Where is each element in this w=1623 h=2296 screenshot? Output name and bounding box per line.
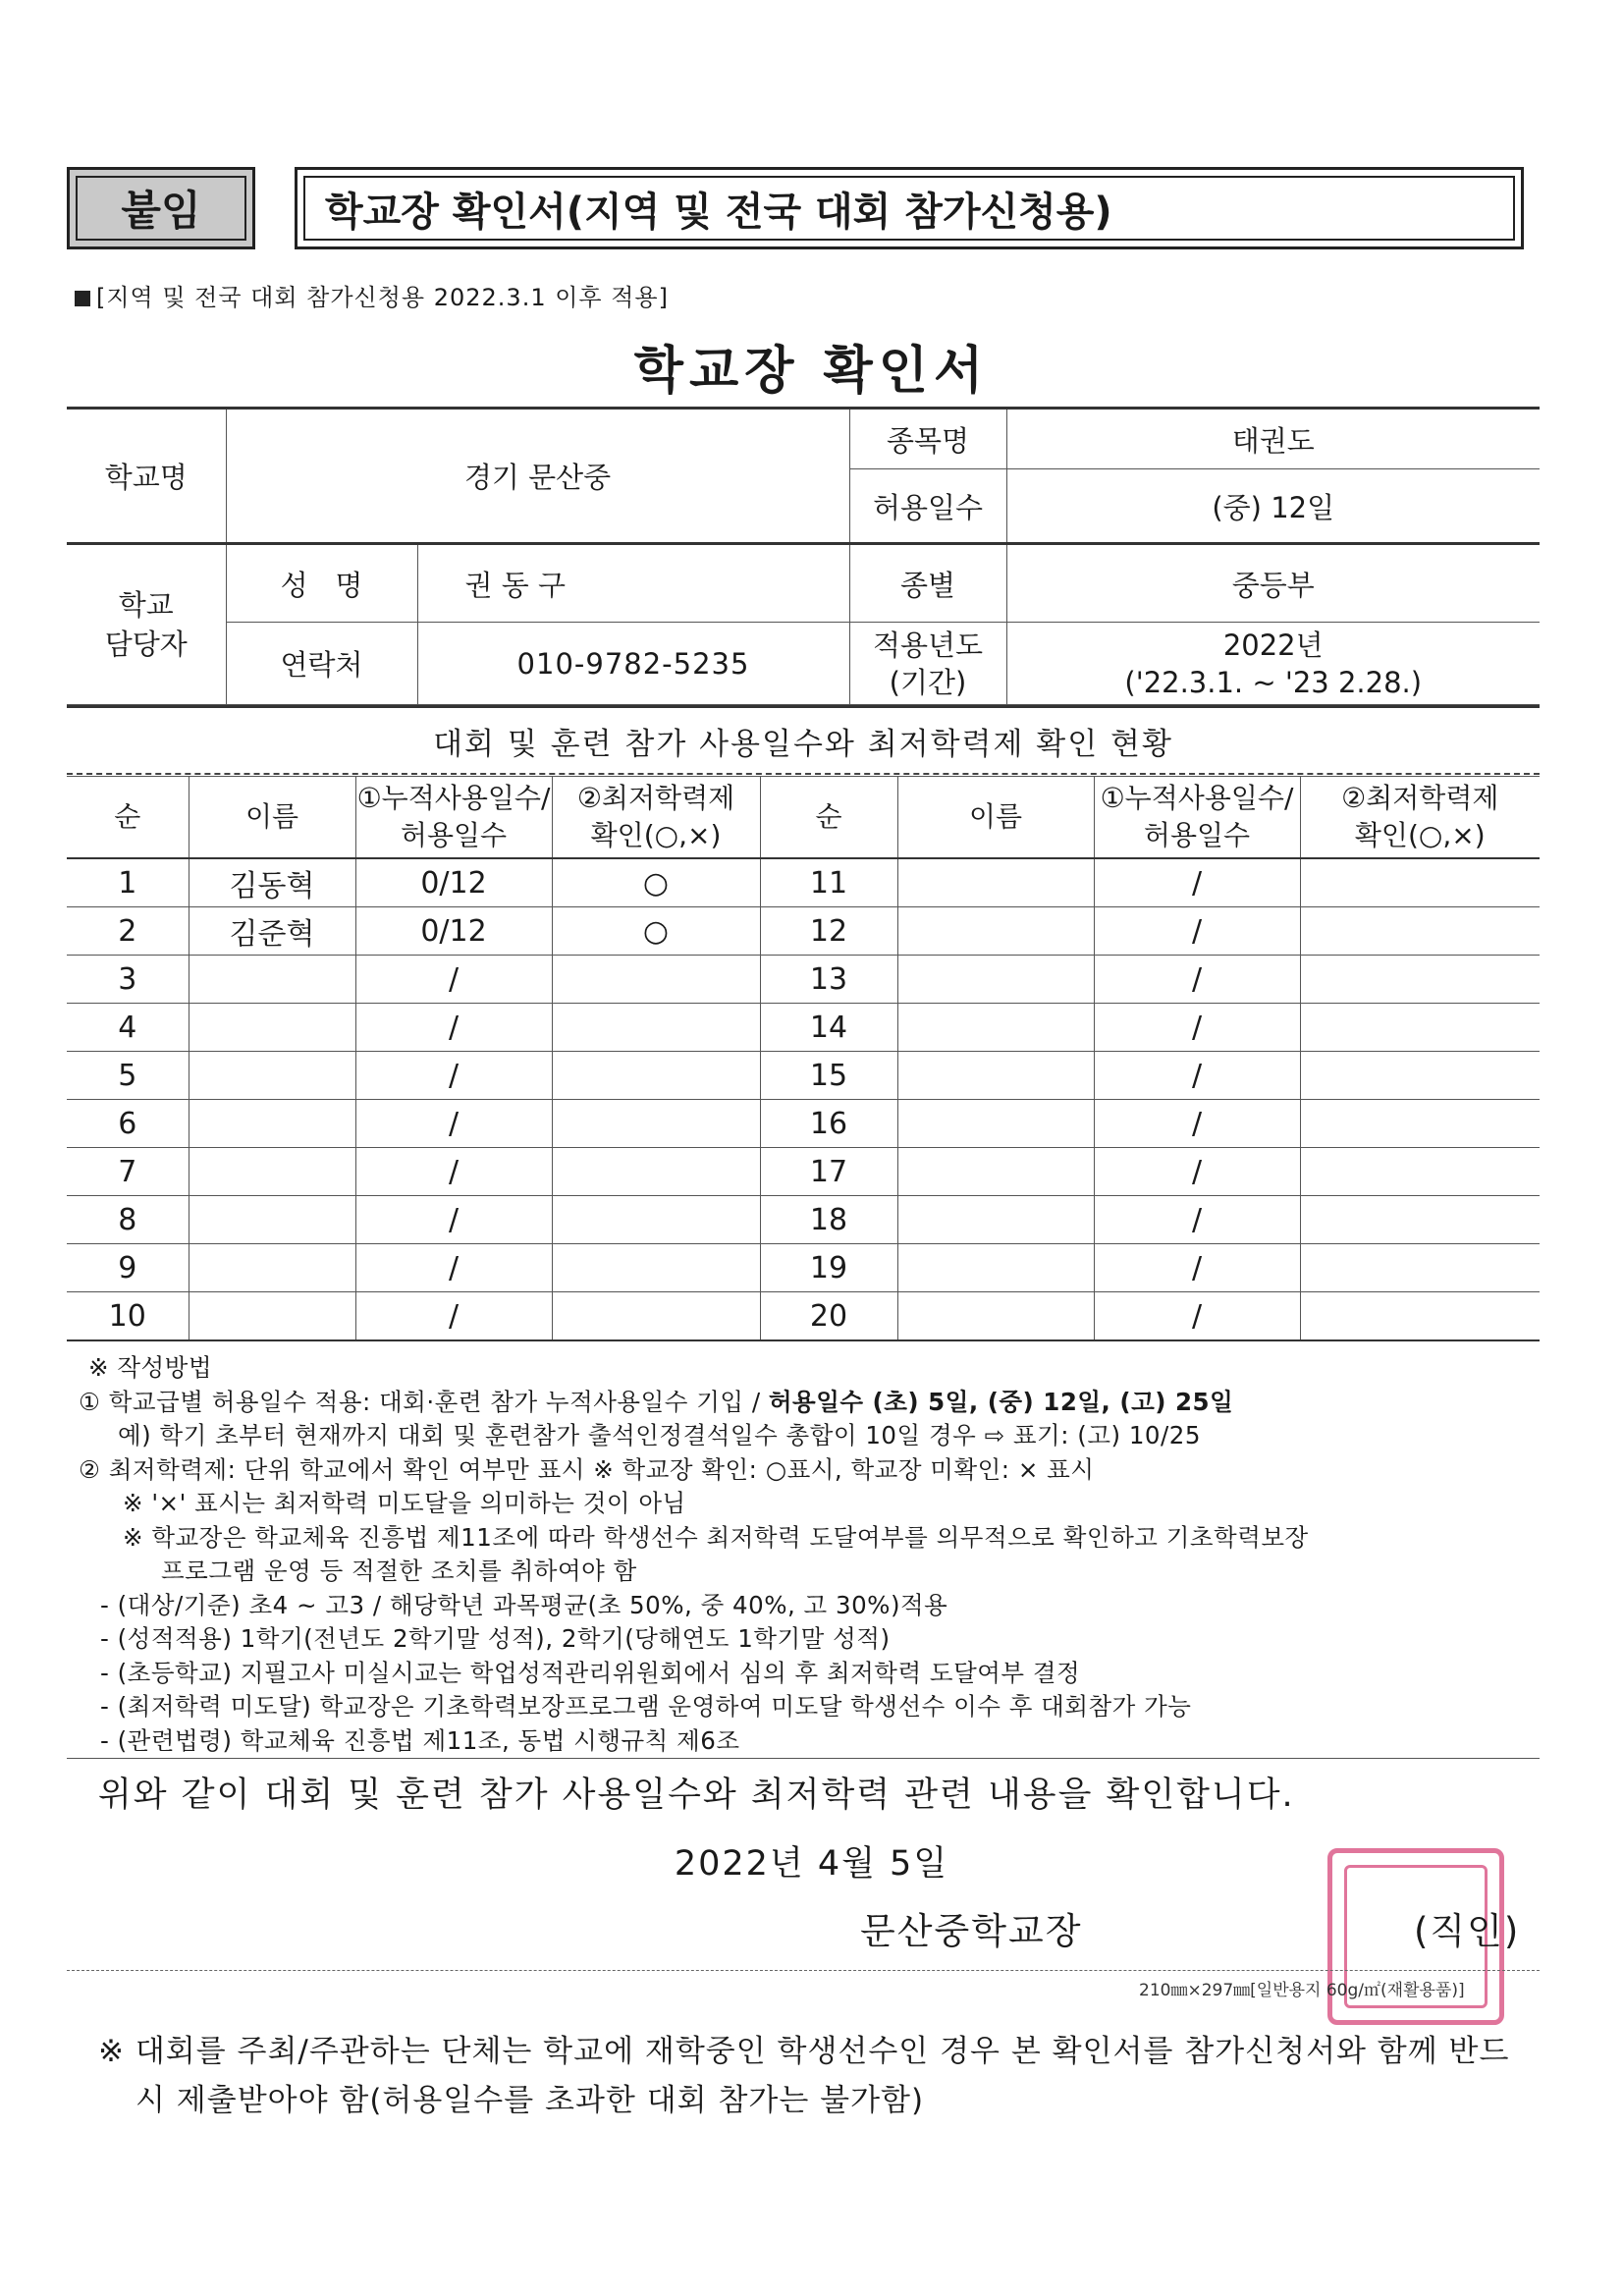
row-days: / [355, 1100, 552, 1148]
table-row [67, 1244, 1540, 1292]
row-no: 13 [760, 956, 897, 1004]
row-days: / [1094, 1052, 1300, 1100]
row-name [897, 1292, 1094, 1341]
paper-spec: 210㎜×297㎜[일반용지 60g/㎡(재활용품)] [1139, 1981, 1465, 2000]
note-line: - (성적적용) 1학기(전년도 2학기말 성적), 2학기(당해연도 1학기말 성적) [100, 1624, 891, 1653]
row-no: 8 [67, 1196, 189, 1244]
row-min-check [1300, 907, 1540, 956]
sport-label: 종목명 [849, 409, 1006, 469]
row-no: 5 [67, 1052, 189, 1100]
row-name [897, 956, 1094, 1004]
header-days-line2: 허용일수 [400, 819, 508, 851]
row-days: / [355, 1004, 552, 1052]
submission-note [98, 2027, 1542, 2125]
note-line-bold: 허용일수 (초) 5일, (중) 12일, (고) 25일 [768, 1387, 1234, 1416]
name-label: 성 명 [226, 544, 417, 623]
row-min-check [1300, 858, 1540, 907]
row-days: / [355, 1052, 552, 1100]
row-no: 2 [67, 907, 189, 956]
row-min-check [552, 1004, 760, 1052]
row-name [189, 1148, 355, 1196]
allowed-days-value: (중) 12일 [1006, 469, 1540, 544]
note-line: 프로그램 운영 등 적절한 조치를 취하여야 함 [161, 1557, 637, 1585]
note-line: - (대상/기준) 초4 ~ 고3 / 해당학년 과목평균(초 50%, 중 40%, 고 30%)적용 [100, 1590, 948, 1619]
table-row [67, 1148, 1540, 1196]
table-row [67, 1004, 1540, 1052]
row-days: / [1094, 1244, 1300, 1292]
row-no: 3 [67, 956, 189, 1004]
header-no-right: 순 [760, 777, 897, 859]
header-min-line1: ②최저학력제 [576, 782, 735, 814]
row-min-check [552, 1052, 760, 1100]
note-line [79, 1386, 1551, 1420]
manager-label-line2: 담당자 [104, 628, 188, 661]
contact-label: 연락처 [226, 623, 417, 705]
note-line: - (초등학교) 지필고사 미실시교는 학업성적관리위원회에서 심의 후 최저학력 도달여부 결정 [100, 1658, 1081, 1687]
row-name [897, 1100, 1094, 1148]
header-min-line2: 확인(○,×) [590, 819, 722, 851]
row-no: 9 [67, 1244, 189, 1292]
row-min-check [552, 956, 760, 1004]
year-label-line1: 적용년도 [872, 628, 984, 662]
note-line: 예) 학기 초부터 현재까지 대회 및 훈련참가 출석인정결석일수 총합이 10일 경우 ⇨ 표기: (고) 10/25 [118, 1421, 1201, 1449]
table-row [67, 1292, 1540, 1341]
row-name: 김동혁 [189, 858, 355, 907]
row-days: / [1094, 1196, 1300, 1244]
row-days: / [1094, 956, 1300, 1004]
row-days: 0/12 [355, 907, 552, 956]
row-min-check [552, 1100, 760, 1148]
instructions-heading: ※ 작성방법 [88, 1353, 212, 1382]
year-value-line1: 2022년 [1222, 628, 1324, 662]
school-label: 학교명 [67, 409, 226, 544]
table-row [67, 1196, 1540, 1244]
divider [67, 1970, 1540, 1971]
year-value [1006, 623, 1540, 705]
row-min-check [552, 1244, 760, 1292]
row-name [897, 907, 1094, 956]
row-min-check [1300, 1292, 1540, 1341]
division-value: 중등부 [1006, 544, 1540, 623]
row-no: 17 [760, 1148, 897, 1196]
table-row [67, 956, 1540, 1004]
row-min-check [1300, 956, 1540, 1004]
note-line: - (최저학력 미도달) 학교장은 기초학력보장프로그램 운영하여 미도달 학생선수 이수 후 대회참가 가능 [100, 1692, 1192, 1721]
header-name-left: 이름 [189, 777, 355, 859]
principal-title: 문산중학교장 [860, 1910, 1083, 1952]
header-no-left: 순 [67, 777, 189, 859]
status-table [67, 776, 1540, 1341]
row-min-check: ○ [552, 858, 760, 907]
row-min-check [552, 1196, 760, 1244]
row-min-check [1300, 1148, 1540, 1196]
table-row [67, 907, 1540, 956]
row-name [897, 858, 1094, 907]
row-days: / [355, 1148, 552, 1196]
info-table [67, 407, 1540, 705]
header-days-line2: 허용일수 [1143, 819, 1251, 851]
row-min-check [1300, 1196, 1540, 1244]
row-name: 김준혁 [189, 907, 355, 956]
row-no: 12 [760, 907, 897, 956]
note-line: ※ 학교장은 학교체육 진흥법 제11조에 따라 학생선수 최저학력 도달여부를 의무적으로 확인하고 기초학력보장 [123, 1522, 1309, 1552]
seal-label: (직인) [1414, 1910, 1521, 1952]
row-days: 0/12 [355, 858, 552, 907]
row-min-check [552, 1148, 760, 1196]
division-label: 종별 [849, 544, 1006, 623]
year-value-line2: ('22.3.1. ~ '23 2.28.) [1124, 665, 1423, 699]
divider [67, 1758, 1540, 1759]
row-name [897, 1196, 1094, 1244]
status-header-row [67, 777, 1540, 859]
row-min-check [1300, 1004, 1540, 1052]
row-no: 16 [760, 1100, 897, 1148]
status-section-title: 대회 및 훈련 참가 사용일수와 최저학력제 확인 현황 [67, 705, 1540, 775]
note-line: ※ '×' 표시는 최저학력 미도달을 의미하는 것이 아님 [123, 1489, 686, 1517]
table-row [67, 1100, 1540, 1148]
main-title: 학교장 확인서 [633, 342, 990, 401]
note-line-text: ① 학교급별 허용일수 적용: 대회·훈련 참가 누적사용일수 기입 / [79, 1387, 769, 1416]
header-days-line1: ①누적사용일수/ [356, 782, 551, 814]
row-days: / [355, 1292, 552, 1341]
header-min-line2: 확인(○,×) [1354, 819, 1486, 851]
issue-date: 2022년 4월 5일 [674, 1844, 949, 1884]
row-days: / [1094, 907, 1300, 956]
table-row [67, 1052, 1540, 1100]
name-value: 권 동 구 [417, 544, 849, 623]
allowed-days-label: 허용일수 [849, 469, 1006, 544]
row-days: / [355, 956, 552, 1004]
manager-label [67, 544, 226, 705]
row-days: / [355, 1244, 552, 1292]
row-name [189, 1052, 355, 1100]
row-no: 4 [67, 1004, 189, 1052]
confirmation-statement: 위와 같이 대회 및 훈련 참가 사용일수와 최저학력 관련 내용을 확인합니다. [98, 1776, 1295, 1815]
row-no: 19 [760, 1244, 897, 1292]
header-days-right [1094, 777, 1300, 859]
note-line: ② 최저학력제: 단위 학교에서 확인 여부만 표시 ※ 학교장 확인: ○표시, 학교장 미확인: × 표시 [79, 1454, 1095, 1484]
attachment-tag-label: 붙임 [121, 187, 201, 235]
header-days-line1: ①누적사용일수/ [1100, 782, 1294, 814]
scope-text: [지역 및 전국 대회 참가신청용 2022.3.1 이후 적용] [96, 284, 669, 311]
row-no: 6 [67, 1100, 189, 1148]
row-name [897, 1244, 1094, 1292]
row-min-check [1300, 1100, 1540, 1148]
row-no: 20 [760, 1292, 897, 1341]
contact-value: 010-9782-5235 [417, 623, 849, 705]
document-title: 학교장 확인서(지역 및 전국 대회 참가신청용) [325, 189, 1112, 235]
submission-note-line1: ※ 대회를 주최/주관하는 단체는 학교에 재학중인 학생선수인 경우 본 확인서를 참가신청서와 함께 반드 [98, 2034, 1510, 2069]
header-min-left [552, 777, 760, 859]
row-no: 15 [760, 1052, 897, 1100]
row-days: / [1094, 1100, 1300, 1148]
row-no: 11 [760, 858, 897, 907]
row-days: / [1094, 1292, 1300, 1341]
row-name [189, 1100, 355, 1148]
attachment-tag [67, 167, 255, 249]
row-no: 7 [67, 1148, 189, 1196]
scope-note [75, 278, 669, 312]
row-no: 18 [760, 1196, 897, 1244]
row-name [189, 1244, 355, 1292]
row-min-check [1300, 1244, 1540, 1292]
row-min-check [1300, 1052, 1540, 1100]
header-name-right: 이름 [897, 777, 1094, 859]
header-min-line1: ②최저학력제 [1341, 782, 1499, 814]
row-name [189, 956, 355, 1004]
year-label [849, 623, 1006, 705]
row-days: / [355, 1196, 552, 1244]
submission-note-line2: 시 제출받아야 함(허용일수를 초과한 대회 참가는 불가함) [135, 2083, 925, 2118]
row-no: 14 [760, 1004, 897, 1052]
row-name [189, 1292, 355, 1341]
header-days-left [355, 777, 552, 859]
row-no: 10 [67, 1292, 189, 1341]
row-no: 1 [67, 858, 189, 907]
school-value: 경기 문산중 [226, 409, 849, 544]
sport-value: 태권도 [1006, 409, 1540, 469]
row-name [897, 1148, 1094, 1196]
row-days: / [1094, 1004, 1300, 1052]
year-label-line2: (기간) [889, 665, 967, 699]
header-min-right [1300, 777, 1540, 859]
row-days: / [1094, 1148, 1300, 1196]
row-name [897, 1052, 1094, 1100]
row-name [897, 1004, 1094, 1052]
row-min-check [552, 1292, 760, 1341]
manager-label-line1: 학교 [118, 588, 174, 622]
row-days: / [1094, 858, 1300, 907]
square-bullet-icon [75, 291, 90, 306]
document-title-box [295, 167, 1524, 249]
instructions [79, 1351, 1551, 1758]
note-line: - (관련법령) 학교체육 진흥법 제11조, 동법 시행규칙 제6조 [100, 1725, 740, 1755]
row-name [189, 1196, 355, 1244]
row-min-check: ○ [552, 907, 760, 956]
table-row [67, 858, 1540, 907]
row-name [189, 1004, 355, 1052]
